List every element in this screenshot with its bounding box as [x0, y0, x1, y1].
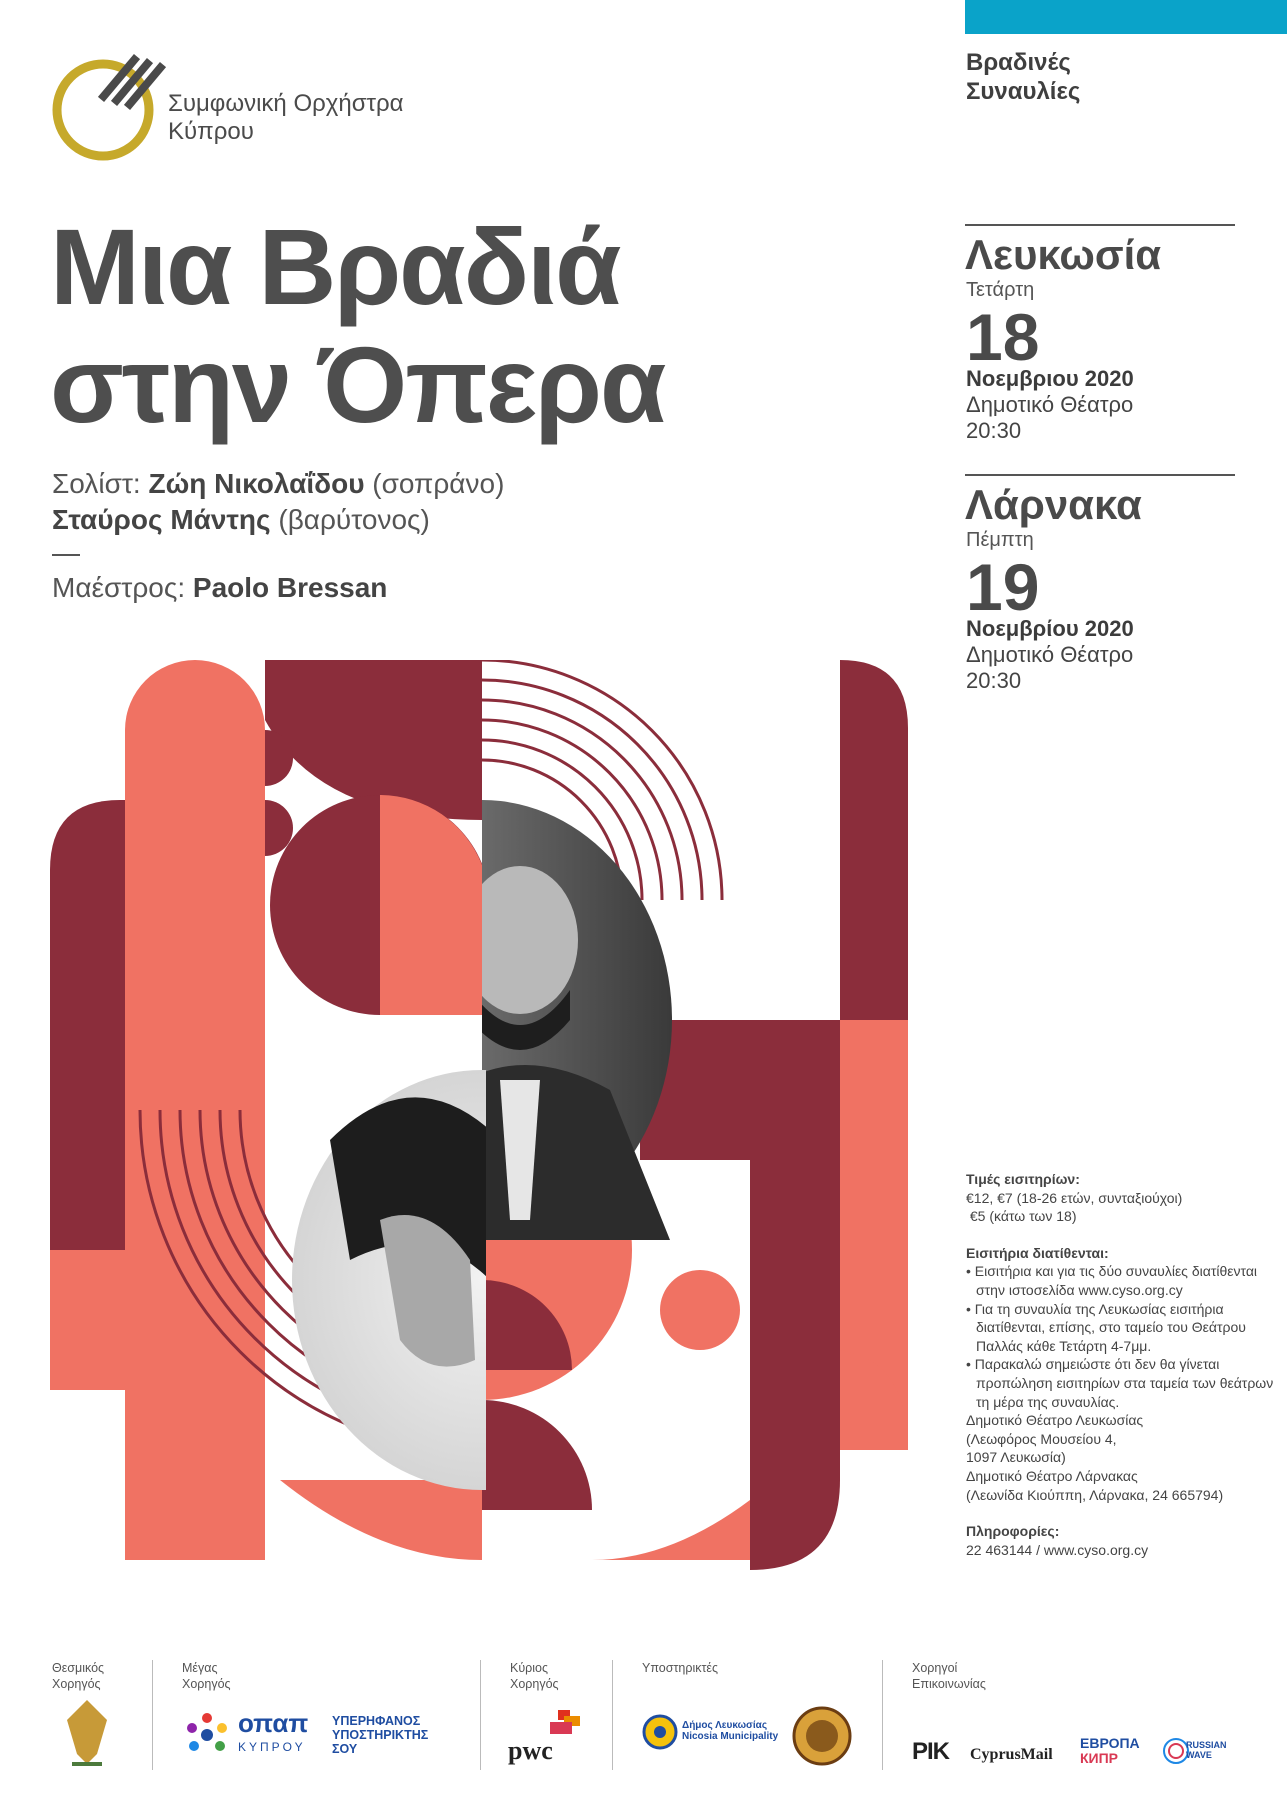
sponsors-row	[52, 1660, 1252, 1790]
concert1-time: 20:30	[966, 418, 1022, 443]
concert2-day: 19	[966, 550, 1040, 624]
conductor-line	[52, 570, 504, 606]
rik-logo: PIK	[912, 1738, 950, 1765]
orchestra-name	[168, 90, 404, 146]
larnaca-municipality-seal-icon	[792, 1706, 852, 1766]
venue2-line1: Δημοτικό Θέατρο Λάρνακας	[966, 1467, 1138, 1484]
concert1-details	[966, 366, 1134, 444]
prices-heading: Τιμές εισιτηρίων:	[966, 1171, 1080, 1187]
series-label	[966, 48, 1080, 106]
prices-line2: €5 (κάτω των 18)	[966, 1208, 1077, 1225]
concert1-venue: Δημοτικό Θέατρο	[966, 392, 1134, 417]
maroon-shape	[50, 800, 125, 1250]
concert1-weekday: Τετάρτη	[966, 279, 1035, 301]
sponsor-divider	[480, 1660, 481, 1770]
soloist-line1	[52, 466, 504, 502]
ticket-bullet: • Για τη συναυλία της Λευκωσίας εισιτήρια διατίθενται, επίσης, στο ταμείο του Θεάτρου Παλλάς κάθε Τετάρτη 4-7μμ.	[966, 1300, 1246, 1354]
info-heading: Πληροφορίες:	[966, 1523, 1060, 1540]
concert1-day: 18	[966, 300, 1040, 374]
credits-divider	[52, 554, 80, 556]
title-line1: Μια Βραδιά	[50, 206, 620, 327]
top-accent-bar	[965, 0, 1287, 34]
concert2-time: 20:30	[966, 668, 1022, 693]
venue1-line3: 1097 Λευκωσία)	[966, 1449, 1066, 1466]
cyprusmail-logo: CyprusMail	[970, 1746, 1053, 1763]
series-line2: Συναυλίες	[966, 78, 1081, 105]
soloist2-name: Σταύρος Μάντης	[52, 504, 271, 535]
opap-sub: ΚΥΠΡΟΥ	[238, 1740, 306, 1754]
pwc-logo: pwc	[508, 1736, 553, 1765]
sponsor-label-main: Κύριος Χορηγός	[510, 1661, 559, 1691]
availability-heading: Εισιτήρια διατίθενται:	[966, 1244, 1109, 1261]
soloist2-role: (βαρύτονος)	[270, 504, 430, 535]
sponsor-label-major: Μέγας Χορηγός	[182, 1661, 231, 1691]
nicosia-municipality-text: Δήμος Λευκωσίας Nicosia Municipality	[682, 1720, 779, 1742]
geometric-artwork	[50, 660, 920, 1610]
concert2-venue: Δημοτικό Θέατρο	[966, 642, 1134, 667]
pwc-mark-icon	[544, 1710, 584, 1736]
credits	[52, 466, 504, 606]
opap-star-icon	[182, 1710, 232, 1760]
prices-line1: €12, €7 (18-26 ετών, συνταξιούχοι)	[966, 1189, 1183, 1206]
sponsor-divider	[882, 1660, 883, 1770]
conductor-name: Paolo Bressan	[192, 572, 388, 603]
soloist-line2	[52, 502, 504, 538]
soloist1-role: (σοπράνο)	[364, 468, 505, 499]
russian-wave-logo: RUSSIAN WAVE	[1186, 1740, 1227, 1760]
sponsor-divider	[612, 1660, 613, 1770]
opap-slogan: ΥΠΕΡΗΦΑΝΟΣ ΥΠΟΣΤΗΡΙΚΤΗΣ ΣΟΥ	[332, 1714, 429, 1756]
orchestra-name-line1: Συμφωνική Ορχήστρα	[168, 90, 404, 117]
concert2-details	[966, 616, 1134, 694]
sponsor-divider	[152, 1660, 153, 1770]
concert1-month: Νοεμβριου 2020	[966, 366, 1134, 391]
info-line: 22 463144 / www.cyso.org.cy	[966, 1541, 1149, 1558]
concert2-weekday: Πέμπτη	[966, 529, 1034, 551]
maroon-column	[750, 1020, 840, 1450]
venue2-line2: (Λεωνίδα Κιούππη, Λάρνακα, 24 665794)	[966, 1486, 1224, 1503]
soloist1-name: Ζώη Νικολαΐδου	[148, 468, 365, 499]
ticket-info	[966, 1170, 1276, 1559]
evropa-kipr-logo: ЕВРОПА КИПР	[1080, 1735, 1140, 1766]
venue1-line2: (Λεωφόρος Μουσείου 4,	[966, 1430, 1117, 1447]
conductor-label: Μαέστρος:	[52, 572, 193, 603]
soloist-label: Σολίστ:	[52, 468, 149, 499]
sponsor-label-communication: Χορηγοί Επικοινωνίας	[912, 1661, 986, 1691]
series-line1: Βραδινές	[966, 49, 1071, 76]
title-line2: στην Όπερα	[50, 324, 665, 445]
ticket-bullet: • Εισιτήρια και για τις δύο συναυλίες διατίθενται στην ιστοσελίδα www.cyso.org.cy	[966, 1263, 1258, 1298]
opap-brand: οπαπ	[238, 1708, 309, 1738]
sponsor-label-supporters: Υποστηρικτές	[642, 1661, 719, 1675]
orchestra-name-line2: Κύπρου	[168, 118, 254, 145]
concert1-city: Λευκωσία	[965, 231, 1162, 278]
sponsor-label-institutional: Θεσμικός Χορηγός	[52, 1661, 105, 1691]
concert2-month: Νοεμβρίου 2020	[966, 616, 1134, 641]
ticket-bullet: • Παρακαλώ σημειώστε ότι δεν θα γίνεται προπώληση εισιτηρίων στα ταμεία των θεάτρων τη μέρα της συναυλίας.	[966, 1356, 1274, 1410]
concert2-rule	[965, 474, 1235, 476]
page-title	[50, 208, 664, 444]
concert2-city: Λάρνακα	[965, 481, 1142, 528]
nicosia-municipality-emblem-icon	[642, 1714, 678, 1750]
maroon-shape	[840, 660, 908, 1020]
concert1-rule	[965, 224, 1235, 226]
cyprus-emblem-icon	[52, 1694, 122, 1774]
venue1-line1: Δημοτικό Θέατρο Λευκωσίας	[966, 1412, 1144, 1429]
